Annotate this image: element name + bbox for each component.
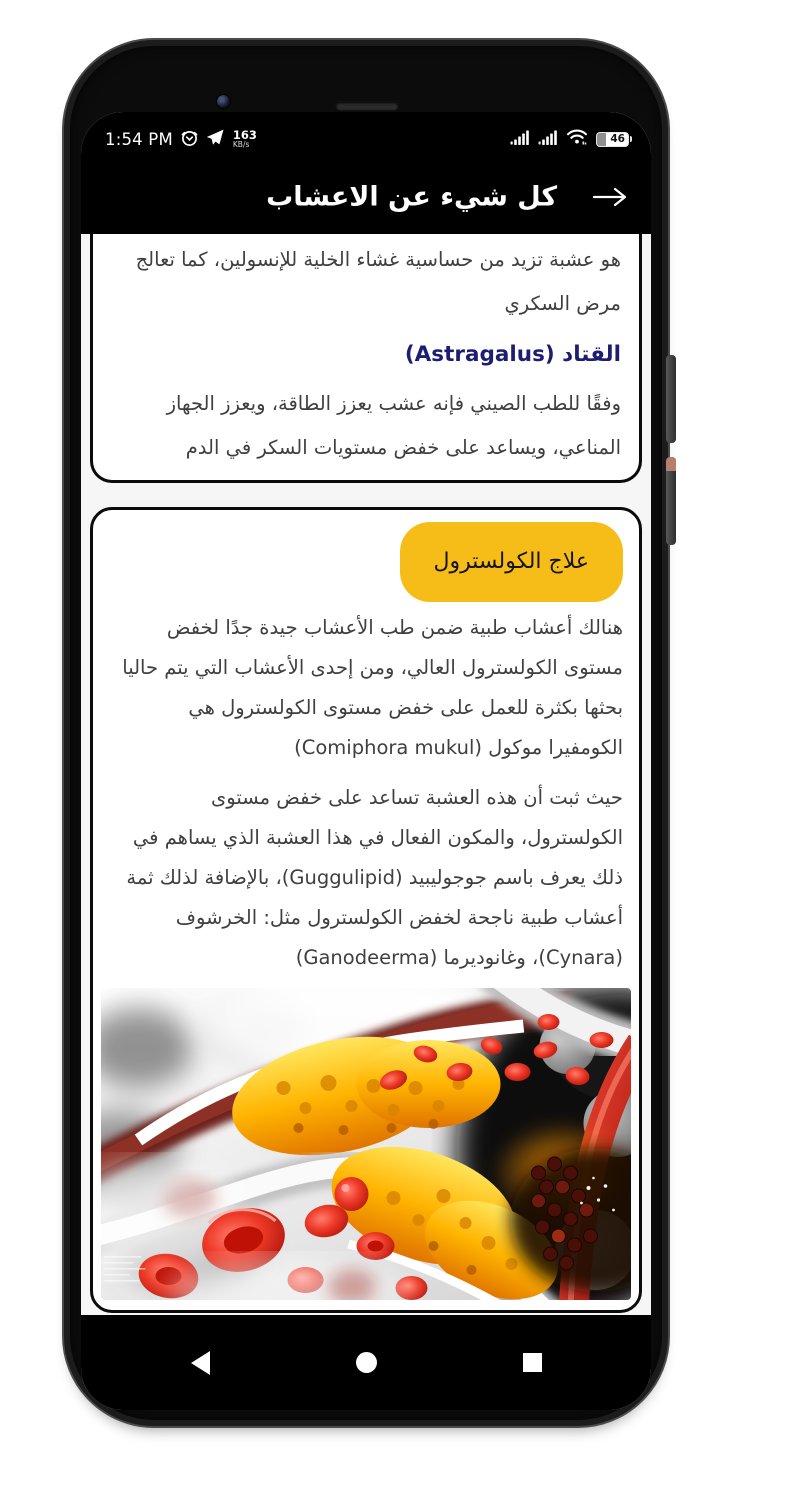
page-title: كل شيء عن الاعشاب — [266, 181, 558, 213]
app-bar — [81, 160, 651, 234]
content-scroll-area[interactable] — [81, 234, 651, 1315]
telegram-send-icon — [206, 129, 224, 150]
phone-frame — [62, 38, 670, 1428]
nav-home-icon[interactable] — [353, 1350, 379, 1376]
herb-heading: القتاد (Astragalus) — [404, 342, 621, 367]
back-arrow-icon[interactable] — [589, 182, 631, 212]
nav-back-icon[interactable] — [187, 1350, 213, 1376]
status-bar — [81, 112, 651, 160]
cholesterol-artery-illustration — [101, 988, 631, 1300]
android-nav-bar — [81, 1315, 651, 1410]
clock-time: 1:54 PM — [105, 129, 173, 149]
screen — [81, 112, 651, 1410]
front-camera — [216, 94, 231, 109]
signal-icon-sim2 — [538, 129, 559, 149]
status-bar-right — [510, 128, 629, 150]
card-paragraph: وفقًا للطب الصيني فإنه عشب يعزز الطاقة، ويعزز الجهاز المناعي، ويساعد على خفض مستويات السكر في الدم — [166, 392, 621, 459]
battery-percent: 46 — [610, 132, 625, 145]
section-badge: علاج الكولسترول — [400, 522, 624, 602]
nav-recents-icon[interactable] — [519, 1350, 545, 1376]
earpiece-speaker — [336, 102, 398, 110]
network-speed-unit: KB/s — [232, 140, 250, 149]
card-paragraph: هو عشبة تزيد من حساسية غشاء الخلية للإنسولين، كما تعالج مرض السكري — [135, 248, 621, 315]
card-paragraph: هنالك أعشاب طبية ضمن طب الأعشاب جيدة جدًا لخفض مستوى الكولسترول العالي، ومن إحدى الأعشاب التي يتم حاليا بحثها بكثرة للعمل على خفض مستوى الكولسترول هي الكومفيرا موكول (Comiphora mukul) — [122, 616, 623, 759]
wifi-icon — [566, 128, 589, 150]
card-paragraph: حيث ثبت أن هذه العشبة تساعد على خفض مستوى الكولسترول، والمكون الفعال في هذا العشبة الذي يساهم في ذلك يعرف باسم جوجوليبيد (Guggulipid)، بالإضافة لذلك ثمة أعشاب طبية ناجحة لخفض الكولسترول مثل: الخرشوف (Cynara)، وغانوديرما (Ganodeerma) — [126, 786, 623, 969]
battery-icon — [596, 132, 629, 147]
network-speed — [232, 127, 257, 149]
alarm-icon — [180, 128, 199, 151]
network-speed-value: 163 — [232, 127, 257, 142]
herb-card-astragalus — [90, 234, 642, 483]
signal-icon — [510, 129, 531, 149]
power-button — [666, 457, 676, 545]
volume-button — [666, 355, 676, 443]
cholesterol-treatment-card — [90, 507, 642, 1313]
status-bar-left — [105, 128, 257, 151]
